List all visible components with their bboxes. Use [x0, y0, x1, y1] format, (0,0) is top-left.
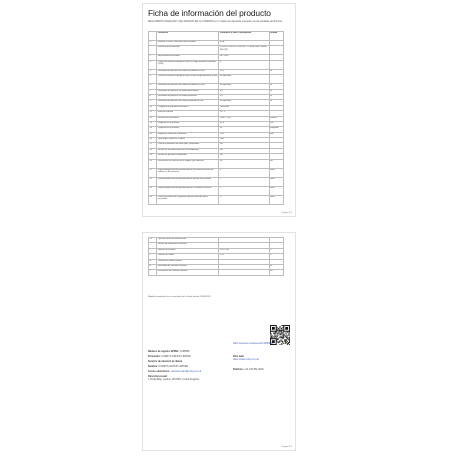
- qr-module: [281, 336, 282, 337]
- table-header: [149, 32, 284, 41]
- supplier-name: Proveedor: CURRYS GROUP LIMITED: [148, 355, 191, 358]
- cell-num: ii: [149, 254, 157, 259]
- cell-unit: W: [269, 89, 283, 94]
- qr-module: [280, 330, 281, 331]
- cell-param: Tipo de fuente de alimentación: [157, 238, 219, 243]
- cell-param: Fuente de alimentación externa: [157, 243, 219, 248]
- cell-unit: [269, 60, 283, 69]
- qr-module: [273, 333, 274, 334]
- qr-module: [287, 338, 288, 339]
- cell-value: NO: [219, 154, 269, 159]
- cell-value: 15,9: [219, 132, 269, 137]
- cell-unit: Hz: [269, 159, 283, 168]
- qr-module: [285, 336, 286, 337]
- qr-module: [278, 330, 279, 331]
- power-supply-table: [148, 237, 284, 276]
- cell-value: 7: [219, 177, 269, 186]
- cell-num: 14: [149, 127, 157, 132]
- cell-param: Demanda de potencia en modo encendido en SDR: [157, 69, 219, 74]
- page-title: Ficha de información del producto: [148, 8, 271, 18]
- cell-param: Intensidad de corriente nominal: [157, 264, 219, 269]
- service-address: Dirección postal:: [148, 375, 168, 378]
- qr-module: [277, 329, 278, 330]
- qr-module: [286, 333, 287, 334]
- qr-module: [271, 337, 272, 338]
- qr-module: [282, 336, 283, 337]
- qr-module: [280, 334, 281, 335]
- cell-value: no aplicable: [219, 75, 269, 84]
- qr-module: [277, 335, 278, 336]
- qr-module: [279, 333, 280, 334]
- qr-module: [289, 335, 290, 336]
- qr-module: [279, 330, 280, 331]
- cell-value: 100 - 240: [219, 248, 269, 253]
- cell-unit: cm: [269, 121, 283, 126]
- qr-module: [270, 332, 271, 333]
- cell-num: 7: [149, 89, 157, 94]
- cell-param: Frecuencia de refresco de la imagen (por defecto): [157, 159, 219, 168]
- qr-module: [289, 338, 290, 339]
- qr-module: [277, 331, 278, 332]
- qr-module: [283, 332, 284, 333]
- qr-module: [277, 333, 278, 334]
- cell-value: 1: [219, 195, 269, 204]
- cell-num: 17: [149, 143, 157, 148]
- cell-param: Sensor de presencia disponible: [157, 154, 219, 159]
- qr-module: [280, 336, 281, 337]
- qr-module: [282, 333, 283, 334]
- qr-module: [280, 331, 281, 332]
- cell-value: no aplicable: [219, 100, 269, 105]
- table-row: [149, 177, 284, 186]
- cell-num: 1: [149, 41, 157, 46]
- qr-module: [277, 336, 278, 337]
- cell-unit: V: [269, 254, 283, 259]
- qr-module: [282, 337, 283, 338]
- qr-module: [281, 337, 282, 338]
- qr-module: [280, 335, 281, 336]
- qr-module: [285, 333, 286, 334]
- qr-module: [283, 335, 284, 336]
- page-number: Página 2/2: [281, 446, 292, 448]
- cell-param: Demanda de potencia en modo preparado: [157, 94, 219, 99]
- table-row: [149, 46, 284, 55]
- cell-value: E: [219, 60, 269, 69]
- qr-module: [270, 337, 271, 338]
- qr-module: [289, 340, 290, 341]
- page-number: Página 1/2: [281, 212, 292, 214]
- cell-value: 12,0: [219, 254, 269, 259]
- cell-param: Control automático de brillo (ABC) disponible: [157, 143, 219, 148]
- cell-param: Duración mínima de la garantía general ofrecida por el proveedor: [157, 195, 219, 204]
- cell-value: NO: [219, 148, 269, 153]
- qr-module: [289, 342, 290, 343]
- qr-module: [276, 335, 277, 336]
- cell-param: Superficie visible de la pantalla: [157, 132, 219, 137]
- service-address-value: 1 Portal Way, London, W3 6RS, United Kingdom: [148, 378, 200, 381]
- qr-module: [276, 337, 277, 338]
- qr-module: [275, 335, 276, 336]
- cell-param: Demanda de potencia en modo preparado en red: [157, 100, 219, 105]
- qr-module: [283, 337, 284, 338]
- qr-module: [271, 335, 272, 336]
- qr-module: [277, 338, 278, 339]
- qr-module: [270, 334, 271, 335]
- cell-param: Ratio de tamaño: [157, 111, 219, 116]
- cell-num: 9: [149, 100, 157, 105]
- cell-unit: pulgadas: [269, 127, 283, 132]
- table-row: [149, 270, 284, 275]
- cell-num: [149, 46, 157, 55]
- cell-param: Categoría de pantalla electrónica: [157, 105, 219, 110]
- spec-table: [148, 31, 284, 205]
- cell-param: Diagonal de la pantalla: [157, 127, 219, 132]
- cell-num: 13: [149, 121, 157, 126]
- qr-module: [288, 337, 289, 338]
- cell-unit: V: [269, 248, 283, 253]
- qr-module: [281, 335, 282, 336]
- qr-module: [281, 333, 282, 334]
- cell-param: Tensión de salida nominal: [157, 259, 219, 264]
- cell-unit: A: [269, 264, 283, 269]
- cell-value: NO: [219, 143, 269, 148]
- qr-module: [275, 336, 276, 337]
- qr-module: [281, 325, 282, 326]
- cell-param: Tecnología usada en el panel: [157, 138, 219, 143]
- qr-module: [281, 330, 282, 331]
- cell-param: Diagonal de la pantalla: [157, 121, 219, 126]
- qr-module: [288, 343, 289, 344]
- qr-module: [272, 335, 273, 336]
- customer-service-heading: Servicio de atención al cliente: [148, 360, 183, 363]
- qr-module: [278, 328, 279, 329]
- cell-param: Identificador del modelo: [157, 55, 219, 60]
- qr-module: [289, 337, 290, 338]
- cell-num: iii: [149, 259, 157, 264]
- qr-module: [282, 327, 283, 328]
- cell-unit: años: [269, 177, 283, 186]
- cell-unit: W: [269, 100, 283, 105]
- cell-unit: píxeles: [269, 116, 283, 121]
- qr-module: [288, 335, 289, 336]
- table-row: [149, 60, 284, 69]
- qr-module: [286, 339, 287, 340]
- qr-module: [277, 330, 278, 331]
- cell-num: 8: [149, 94, 157, 99]
- qr-module: [280, 333, 281, 334]
- product-sheet-page-2: [142, 232, 296, 451]
- qr-module: [280, 327, 281, 328]
- cell-num: 24: [149, 195, 157, 204]
- cell-param: Tensión de salida: [157, 254, 219, 259]
- qr-module: [281, 332, 282, 333]
- cell-value: 61,0: [219, 121, 269, 126]
- cell-unit: Hz: [269, 270, 283, 275]
- regulation-text: REGLAMENTO DELEGADO (UE) 2019/2013 DE LA COMISIÓN en lo relativo al etiquetado energético de las pantallas electrónicas: [148, 21, 283, 23]
- qr-module: [272, 337, 273, 338]
- eprel-number: Número de registro EPREL: 1005658: [148, 350, 190, 353]
- qr-module: [279, 329, 280, 330]
- cell-param: Dirección del proveedor: [157, 46, 219, 55]
- qr-module: [283, 336, 284, 337]
- qr-module: [284, 339, 285, 340]
- qr-module: [276, 332, 277, 333]
- cell-num: 21: [149, 168, 157, 177]
- cell-num: 5: [149, 75, 157, 84]
- cell-num: 15: [149, 132, 157, 137]
- qr-module: [278, 339, 279, 340]
- cell-num: 22: [149, 177, 157, 186]
- qr-module: [280, 331, 281, 332]
- header-value: Parámetro o valor o pictograma: [219, 32, 269, 41]
- qr-module: [279, 328, 280, 329]
- qr-module: [278, 335, 279, 336]
- cell-value: 1366 × 768: [219, 116, 269, 121]
- qr-module: [279, 332, 280, 333]
- service-name: Nombre: CURRYS GROUP LIMITED: [148, 365, 189, 368]
- qr-module: [271, 336, 272, 337]
- qr-module: [287, 337, 288, 338]
- qr-module: [275, 334, 276, 335]
- qr-module: [270, 333, 271, 334]
- cell-value: 0,0: [219, 89, 269, 94]
- qr-module: [271, 334, 272, 335]
- cell-param: Tensión de entrada: [157, 248, 219, 253]
- cell-unit: años: [269, 168, 283, 177]
- eprel-link: https://eprel.ec.europa.eu/qr/1005658: [233, 342, 273, 345]
- qr-module: [274, 335, 275, 336]
- cell-value: no aplicable: [219, 84, 269, 89]
- qr-module: [273, 336, 274, 337]
- qr-module: [277, 327, 278, 328]
- qr-module: [287, 335, 288, 336]
- table-row: [149, 159, 284, 168]
- cell-num: 3: [149, 60, 157, 69]
- qr-module: [289, 341, 290, 342]
- qr-module: [279, 337, 280, 338]
- qr-module: [280, 328, 281, 329]
- cell-param: Frecuencia de corriente nominal: [157, 270, 219, 275]
- cell-num: 10: [149, 105, 157, 110]
- website-value: https://www.currys.co.uk: [233, 358, 259, 361]
- header-param: Parámetro: [157, 32, 219, 41]
- qr-module: [280, 330, 281, 331]
- cell-value: LED: [219, 138, 269, 143]
- qr-module: [280, 339, 281, 340]
- qr-module: [285, 327, 288, 330]
- cell-param: Demanda de potencia en modo encendido en HDR: [157, 84, 219, 89]
- qr-module: [286, 336, 287, 337]
- qr-module: [277, 339, 278, 340]
- qr-module: [285, 339, 286, 340]
- qr-module: [288, 339, 289, 340]
- cell-num: i: [149, 248, 157, 253]
- cell-value: 0,5: [219, 94, 269, 99]
- qr-module: [280, 334, 281, 335]
- cell-num: iv: [149, 264, 157, 269]
- cell-param: Clase de eficiencia energética para el rango dinámico estándar (SDR): [157, 60, 219, 69]
- cell-unit: W: [269, 69, 283, 74]
- market-note: Modelo introducido en el mercado de la Unión desde 25/03/2021: [148, 296, 211, 298]
- cell-value: 7: [219, 186, 269, 195]
- cell-num: 6: [149, 84, 157, 89]
- cell-value: HC-1300: [219, 55, 269, 60]
- qr-module: [288, 333, 289, 334]
- cell-unit: [269, 46, 283, 55]
- qr-module: [278, 338, 279, 339]
- cell-unit: años: [269, 186, 283, 195]
- qr-module: [282, 325, 283, 326]
- cell-param: Disponibilidad mínima garantizada de las actualizaciones de software y de firmware: [157, 168, 219, 177]
- cell-num: 4: [149, 69, 157, 74]
- cell-num: 12: [149, 116, 157, 121]
- qr-module: [283, 335, 284, 336]
- qr-module: [282, 330, 283, 331]
- cell-num: 2: [149, 55, 157, 60]
- qr-module: [275, 333, 276, 334]
- cell-unit: W: [269, 84, 283, 89]
- qr-module: [284, 335, 285, 336]
- qr-module: [274, 337, 275, 338]
- qr-module: [280, 326, 281, 327]
- cell-param: Demanda de potencia en modo desactivado: [157, 89, 219, 94]
- table-row: [149, 75, 284, 84]
- cell-value: [219, 270, 269, 275]
- cell-num: 18: [149, 148, 157, 153]
- qr-module: [289, 339, 290, 340]
- cell-num: v: [149, 270, 157, 275]
- cell-num: 20: [149, 159, 157, 168]
- qr-module: [274, 334, 275, 335]
- cell-param: Clase de eficiencia energética para el alto rango dinámico (HDR): [157, 75, 219, 84]
- qr-module: [280, 336, 281, 337]
- cell-param: Disponibilidad mínima garantizada de la asistencia técnica: [157, 186, 219, 195]
- cell-unit: W: [269, 94, 283, 99]
- qr-module: [288, 342, 289, 343]
- cell-value: ECA: [219, 41, 269, 46]
- qr-module: [281, 331, 282, 332]
- qr-module: [282, 335, 283, 336]
- qr-module: [278, 333, 279, 334]
- qr-module: [287, 332, 288, 333]
- cell-num: 25: [149, 238, 157, 243]
- qr-module: [286, 335, 287, 336]
- cell-param: Resolución de pantalla: [157, 116, 219, 121]
- cell-value: Televisión: [219, 105, 269, 110]
- cell-value: CURRYS GROUP LIMITED, 1 Portal Way, London, W3 6RS: [219, 46, 269, 55]
- qr-module: [281, 328, 282, 329]
- cell-num: 23: [149, 186, 157, 195]
- cell-value: 11,0: [219, 69, 269, 74]
- cell-num: 11: [149, 111, 157, 116]
- service-email: Correo electrónico: customer.care@currys.co.uk: [148, 370, 202, 373]
- cell-value: 16 : 9: [219, 111, 269, 116]
- qr-module: [286, 337, 287, 338]
- qr-module: [289, 344, 290, 345]
- qr-module: [280, 337, 281, 338]
- cell-value: 24: [219, 127, 269, 132]
- qr-module: [279, 331, 280, 332]
- cell-value: 60: [219, 159, 269, 168]
- qr-module: [274, 333, 275, 334]
- qr-module: [289, 332, 290, 333]
- cell-unit: dm²: [269, 132, 283, 137]
- cell-value: 4: [219, 168, 269, 177]
- cell-param: Nombre o marca comercial del proveedor: [157, 41, 219, 46]
- phone: Teléfono: +44 344 561 0000: [233, 368, 264, 371]
- product-sheet-page-1: [142, 3, 296, 217]
- cell-param: Sensor de reconocimiento de voz disponible: [157, 148, 219, 153]
- qr-module: [282, 338, 283, 339]
- cell-unit: años: [269, 195, 283, 204]
- cell-param: Disponibilidad mínima garantizada de piezas de recambio: [157, 177, 219, 186]
- header-unit: Unidad: [269, 32, 283, 41]
- table-row: [149, 168, 284, 177]
- cell-num: 19: [149, 154, 157, 159]
- qr-module: [281, 329, 282, 330]
- website: Sitio web:: [233, 355, 245, 358]
- table-row: [149, 186, 284, 195]
- header-num: [149, 32, 157, 41]
- qr-module: [283, 334, 284, 335]
- qr-module: [275, 332, 276, 333]
- cell-num: 16: [149, 138, 157, 143]
- qr-module: [289, 334, 290, 335]
- qr-module: [272, 327, 275, 330]
- qr-module: [277, 334, 278, 335]
- cell-unit: [269, 75, 283, 84]
- qr-module: [285, 335, 286, 336]
- table-row: [149, 195, 284, 204]
- qr-module: [270, 335, 271, 336]
